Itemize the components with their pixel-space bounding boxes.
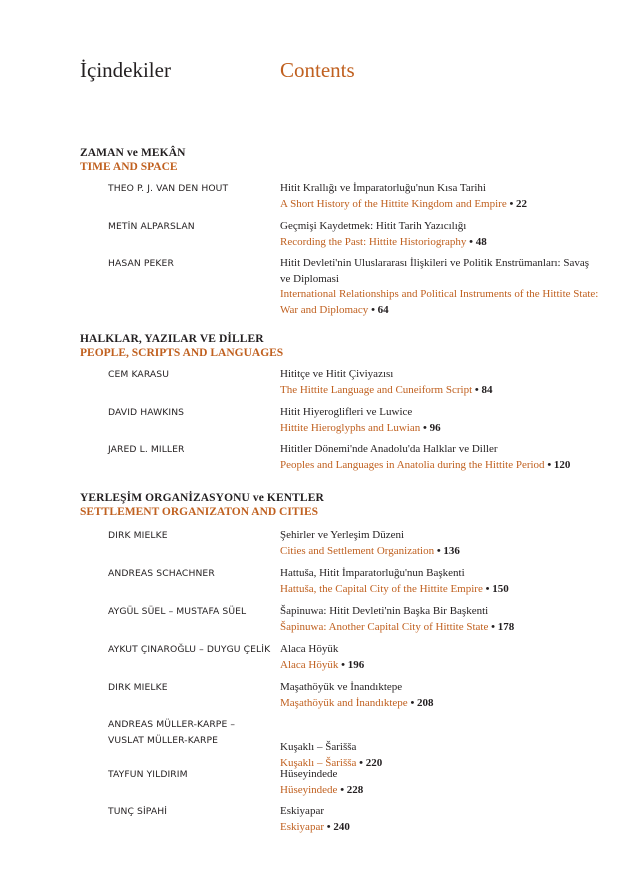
entry-author: CEM KARASU	[108, 369, 170, 380]
toc-section-time-and-space	[80, 146, 600, 316]
entry-page-number: • 48	[469, 235, 487, 248]
entry-page-number: • 120	[547, 458, 571, 471]
entry-page-number: • 178	[491, 620, 515, 633]
entry-author: THEO P. J. VAN DEN HOUT	[108, 183, 229, 194]
entry-author: METİN ALPARSLAN	[108, 221, 195, 232]
entry-title-english[interactable]: A Short History of the Hittite Kingdom and Empire	[280, 197, 507, 210]
entry-title-turkish[interactable]: Hitit Krallığı ve İmparatorluğu'nun Kısa Tarihi	[280, 182, 486, 194]
entry-title-english[interactable]: Kuşaklı – Šarišša	[280, 756, 357, 769]
entry-author: AYKUT ÇINAROĞLU – DUYGU ÇELİK	[108, 644, 271, 655]
entry-page-number: • 64	[371, 303, 389, 316]
entry-title-english[interactable]: Alaca Höyük	[280, 658, 339, 671]
entry-title-english[interactable]: International Relationships and Political Instruments of the Hittite State: War and Diplomacy	[280, 288, 599, 316]
entry-page-number: • 150	[485, 582, 509, 595]
entry-author: AYGÜL SÜEL – MUSTAFA SÜEL	[108, 606, 247, 617]
entry-title-turkish[interactable]: Hüseyindede	[280, 768, 338, 780]
entry-title-english[interactable]: Peoples and Languages in Anatolia during the Hittite Period	[280, 458, 545, 471]
entry-page-number: • 22	[509, 197, 528, 210]
entry-author: ANDREAS MÜLLER-KARPE – VUSLAT MÜLLER-KARPE	[108, 719, 236, 746]
entry-title-turkish[interactable]: Alaca Höyük	[280, 643, 339, 655]
entry-title-turkish[interactable]: Hitit Devleti'nin Uluslararası İlişkileri ve Politik Enstrümanları: Savaş ve Diplomasi	[280, 257, 590, 285]
entry-author: TUNÇ SİPAHİ	[108, 806, 168, 817]
entry-title-english[interactable]: The Hittite Language and Cuneiform Script	[280, 383, 473, 396]
toc-section-settlement-organization	[80, 491, 600, 833]
entry-page-number: • 208	[410, 696, 434, 709]
entry-title-turkish[interactable]: Şehirler ve Yerleşim Düzeni	[280, 529, 405, 541]
entry-title-english[interactable]: Eskiyapar	[280, 820, 324, 833]
section-heading-turkish: YERLEŞİM ORGANİZASYONU ve KENTLER	[80, 492, 324, 504]
entry-title-turkish[interactable]: Hattuša, Hitit İmparatorluğu'nun Başkenti	[280, 567, 465, 579]
entry-title-english[interactable]: Maşathöyük and İnandıktepe	[280, 696, 408, 709]
entry-title-turkish[interactable]: Hititler Dönemi'nde Anadolu'da Halklar ve Diller	[280, 443, 498, 455]
entry-page-number: • 196	[341, 658, 365, 671]
entry-author: DIRK MIELKE	[108, 682, 168, 693]
entry-title-english[interactable]: Recording the Past: Hittite Historiography	[280, 235, 467, 248]
entry-title-english[interactable]: Šapinuwa: Another Capital City of Hittite State	[280, 620, 489, 633]
entry-title-english[interactable]: Hattuša, the Capital City of the Hittite Empire	[280, 582, 483, 595]
entry-page-number: • 228	[340, 783, 364, 796]
page-title-turkish: İçindekiler	[80, 58, 171, 82]
entry-page-number: • 220	[359, 756, 383, 769]
entry-author: JARED L. MILLER	[108, 444, 185, 455]
entry-page-number: • 84	[474, 383, 493, 396]
section-heading-english: TIME AND SPACE	[80, 161, 178, 173]
entry-author: TAYFUN YILDIRIM	[108, 769, 188, 780]
entry-page-number: • 240	[326, 820, 350, 833]
entry-title-turkish[interactable]: Geçmişi Kaydetmek: Hitit Tarih Yazıcılığı	[280, 220, 467, 232]
section-heading-english: SETTLEMENT ORGANIZATON AND CITIES	[80, 506, 319, 518]
entry-author: ANDREAS SCHACHNER	[108, 568, 215, 579]
page-title-english: Contents	[280, 58, 355, 82]
entry-title-turkish[interactable]: Maşathöyük ve İnandıktepe	[280, 681, 403, 693]
entry-title-english[interactable]: Hüseyindede	[280, 783, 338, 796]
entry-title-turkish[interactable]: Kuşaklı – Šarišša	[280, 741, 357, 753]
section-heading-turkish: ZAMAN ve MEKÂN	[80, 147, 186, 159]
entry-title-turkish[interactable]: Eskiyapar	[280, 805, 324, 817]
entry-author: DAVID HAWKINS	[108, 407, 185, 418]
entry-page-number: • 96	[422, 421, 441, 434]
entry-page-number: • 136	[436, 544, 460, 557]
entry-author: HASAN PEKER	[108, 258, 174, 269]
toc-section-people-scripts-languages	[80, 332, 600, 471]
entry-title-turkish[interactable]: Šapinuwa: Hitit Devleti'nin Başka Bir Başkenti	[280, 605, 489, 617]
entry-title-turkish[interactable]: Hitit Hiyeroglifleri ve Luwice	[280, 406, 413, 418]
entry-title-english[interactable]: Cities and Settlement Organization	[280, 544, 435, 557]
entry-title-turkish[interactable]: Hititçe ve Hitit Çiviyazısı	[280, 368, 394, 380]
entry-title-english[interactable]: Hittite Hieroglyphs and Luwian	[280, 421, 421, 434]
section-heading-english: PEOPLE, SCRIPTS AND LANGUAGES	[80, 347, 284, 359]
entry-author: DIRK MIELKE	[108, 530, 168, 541]
section-heading-turkish: HALKLAR, YAZILAR VE DİLLER	[80, 333, 264, 345]
